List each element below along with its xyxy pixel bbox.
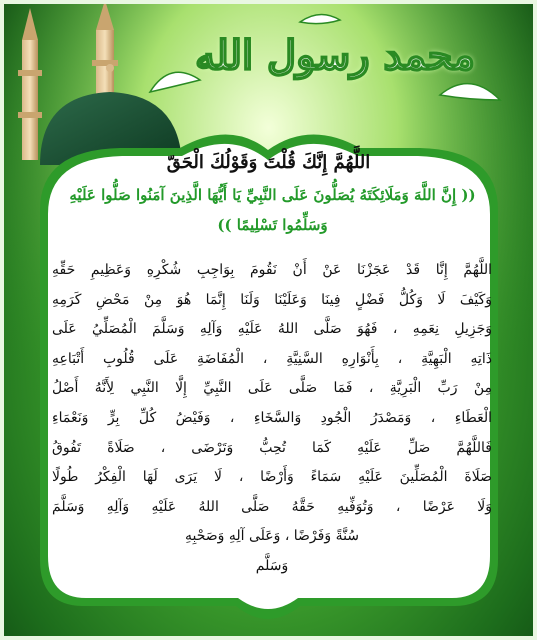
prayer-line: صَلَاةَ الْمُصَلِّينَ عَلَيْهِ سَمَاءً وَأَرْضًا ، لَا يَرَى لَهَا الْفِكْرُ طُولًا	[52, 469, 492, 486]
prayer-line: وَسَلَّم	[255, 557, 289, 574]
prayer-line: الْعَطَاءِ ، وَمَصْدَرُ الْجُودِ وَالسَّخَاءِ ، وَفَيْضُ كُلِّ بِرٍّ وَنَعْمَاءِ	[52, 409, 492, 426]
quran-verse: (( إِنَّ اللَّهَ وَمَلَائِكَتَهُ يُصَلُّونَ عَلَى النَّبِيِّ يَا أَيُّهَا الَّذِينَ آمَنُوا صَلُّوا عَلَيْهِ وَسَلِّمُوا تَسْلِيمًا ))	[69, 186, 476, 234]
prayer-heading: اللَّهُمَّ إِنَّكَ قُلْتَ وَقَوْلُكَ الْحَقّ	[166, 152, 371, 173]
prayer-line: وَجَزِيلِ نِعَمِهِ ، فَهُوَ صَلَّى اللهُ عَلَيْهِ وَآلِهِ وَسَلَّمَ الْمُصَلِّيُ عَلَى	[52, 321, 492, 338]
calligraphy-title: محمد رسول الله	[195, 32, 475, 79]
prayer-line: سُنَّةً وَفَرْضًا ، وَعَلَى آلِهِ وَصَحْبِهِ	[184, 528, 360, 545]
prayer-line: مِنْ رَبِّ الْبَرِيَّةِ ، فَمَا صَلَّى عَلَى النَّبِيِّ إِلَّا النَّبِي لِأَنَّهُ أَصْلُ	[52, 380, 492, 397]
prayer-body	[52, 256, 492, 582]
prayer-line: ذَاتِهِ الْبَهِيَّةِ ، بِأَنْوَارِهِ السَّنِيَّةِ ، الْمُفَاضَةِ عَلَى قُلُوبِ أَتْبَاعِهِ	[52, 350, 492, 367]
prayer-line: فَاللَّهُمَّ صَلِّ عَلَيْهِ كَمَا تُحِبُّ وَتَرْضَى ، صَلَاةً تَفُوقُ	[52, 439, 492, 456]
prayer-line: وَلَا عَرْضًا ، وَتُوَفِّيهِ حَقَّهُ صَلَّى اللهُ عَلَيْهِ وَآلِهِ وَسَلَّمَ	[52, 498, 492, 515]
prayer-line: اللَّهُمَّ إِنَّا قَدْ عَجَزْنَا عَنْ أَنْ نَقُومَ بِوَاجِبِ شُكْرِهِ وَعَظِيمِ حَقِّهِ	[52, 262, 492, 278]
prayer-line: وَكَيْفَ لَا وَكُلُّ فَضْلٍ فِينَا وَعَلَيْنَا وَلَنَا إِنَّمَا هُوَ مِنْ مَحْضِ كَرَمِهِ	[52, 291, 492, 308]
